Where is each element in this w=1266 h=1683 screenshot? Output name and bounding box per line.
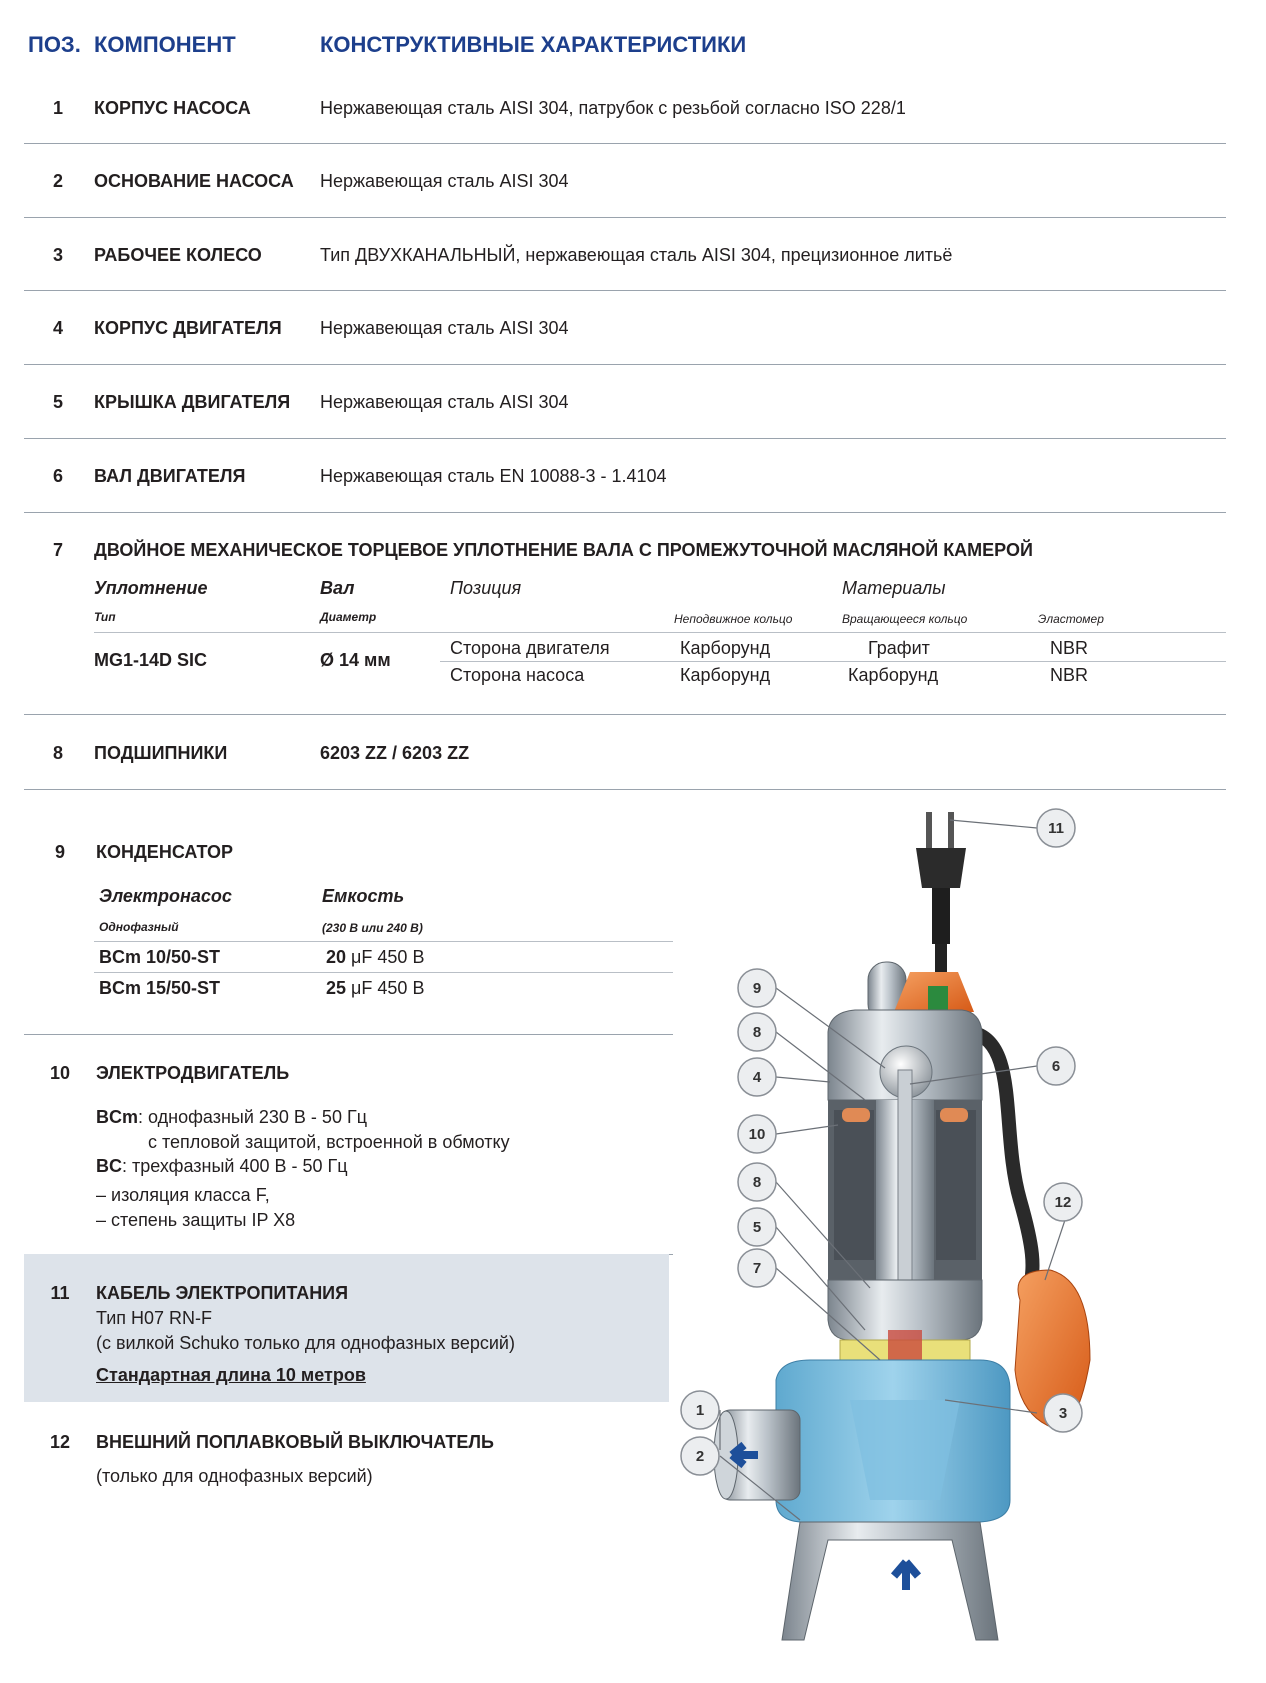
row-description: Нержавеющая сталь AISI 304, патрубок с резьбой согласно ISO 228/1 [320,98,906,118]
seal-position: Сторона насоса [450,665,585,685]
callout-5 [738,1208,776,1246]
svg-text:7: 7 [752,1260,762,1277]
row-component: ВАЛ ДВИГАТЕЛЯ [94,466,246,486]
motor-title: ЭЛЕКТРОДВИГАТЕЛЬ [96,1063,290,1083]
capacitor-header-pump: Электронасос [99,886,232,906]
callout-1 [681,1391,719,1429]
capacitor-header-capacity: Емкость [322,886,405,906]
callout-9 [738,969,776,1007]
svg-text:10: 10 [748,1126,766,1143]
seal-rotating: Графит [868,638,930,658]
pump-cutaway-diagram [680,800,1266,1680]
svg-text:6: 6 [1051,1058,1061,1075]
divider [24,290,1226,291]
motor-bcm-text2: с тепловой защитой, встроенной в обмотку [148,1132,510,1152]
winding-end [842,1108,870,1122]
row-number: 7 [52,540,63,560]
row-number: 2 [52,171,63,191]
capacitor-unit: μF 450 В [351,978,425,998]
float-note: (только для однофазных версий) [96,1466,373,1486]
callout-6 [1037,1047,1075,1085]
svg-text:2: 2 [695,1448,705,1465]
svg-text:3: 3 [1058,1405,1068,1422]
svg-text:8: 8 [752,1174,762,1191]
cable-title: КАБЕЛЬ ЭЛЕКТРОПИТАНИЯ [96,1283,349,1303]
motor-bullet: – изоляция класса F, [96,1185,270,1205]
motor-bcm-label: BCm [96,1107,139,1127]
header-characteristics: КОНСТРУКТИВНЫЕ ХАРАКТЕРИСТИКИ [320,32,747,57]
capacitor-header-voltage: (230 В или 240 В) [322,921,423,935]
seal-fixed: Карборунд [680,638,771,658]
cable-type: Тип H07 RN-F [96,1308,213,1328]
divider [94,941,673,942]
callout-3 [1044,1394,1082,1432]
seal-rotating: Карборунд [848,665,939,685]
row-number: 11 [50,1283,70,1303]
row-number: 4 [52,318,63,338]
row-number: 1 [52,98,63,118]
capacitor-model: BCm 15/50-ST [99,978,221,998]
seal-diameter: Ø 14 мм [320,650,391,670]
header-pos: ПОЗ. [28,32,81,57]
row-description: Нержавеющая сталь AISI 304 [320,318,569,338]
callout-8b [738,1163,776,1201]
callout-4 [738,1058,776,1096]
float-title: ВНЕШНИЙ ПОПЛАВКОВЫЙ ВЫКЛЮЧАТЕЛЬ [96,1432,494,1452]
row-number: 8 [52,743,63,763]
capacitor-model: BCm 10/50-ST [99,947,221,967]
seal-header-fixed-ring: Неподвижное кольцо [674,612,793,626]
divider [94,632,1226,633]
pump-base [782,1522,998,1640]
motor-bcm-line [96,1107,367,1128]
capacitor-header-single-phase: Однофазный [99,920,179,934]
row-description: Тип ДВУХКАНАЛЬНЫЙ, нержавеющая сталь AISI 304, прецизионное литьё [320,245,953,265]
seal-elastomer: NBR [1050,638,1089,658]
row-number: 9 [54,842,65,862]
capacitor-value: 20 [326,947,347,967]
divider [24,438,1226,439]
row-description: Нержавеющая сталь AISI 304 [320,171,569,191]
row-number: 6 [52,466,63,486]
svg-text:1: 1 [695,1402,705,1419]
bearings-value: 6203 ZZ / 6203 ZZ [320,743,470,763]
divider [24,217,1226,218]
inflow-arrow-icon [894,1562,918,1590]
cable-standard-length: Стандартная длина 10 метров [96,1365,366,1385]
row-component: РАБОЧЕЕ КОЛЕСО [94,245,262,265]
seal-fixed: Карборунд [680,665,771,685]
seal-header-seal: Уплотнение [94,578,208,598]
motor-bc-label: BC [96,1156,122,1176]
svg-text:8: 8 [752,1024,762,1041]
motor-bc-text: : трехфазный 400 В - 50 Гц [122,1156,348,1176]
seal-header-materials: Материалы [842,578,946,598]
callout-10 [738,1115,776,1153]
capacitor-title: КОНДЕНСАТОР [96,842,234,862]
seal-header-position: Позиция [450,578,522,598]
divider [24,512,1226,513]
divider [24,143,1226,144]
divider [94,972,673,973]
divider [24,364,1226,365]
seal-header-shaft: Вал [320,578,355,598]
seal-header-rotating-ring: Вращающееся кольцо [842,612,968,626]
row-component: КОРПУС ДВИГАТЕЛЯ [94,318,282,338]
callout-11 [1037,809,1075,847]
motor-bcm-text: : однофазный 230 В - 50 Гц [138,1107,368,1127]
plug-icon [916,812,966,984]
svg-text:5: 5 [752,1219,762,1236]
motor-bc-line [96,1156,348,1177]
seal-header-type: Тип [94,610,116,624]
svg-text:9: 9 [752,980,762,997]
divider [24,1034,673,1035]
divider [440,661,1226,662]
divider [24,714,1226,715]
callout-2 [681,1437,719,1475]
svg-text:4: 4 [752,1069,762,1086]
row-description: Нержавеющая сталь AISI 304 [320,392,569,412]
svg-text:12: 12 [1054,1194,1072,1211]
callout-12 [1044,1183,1082,1221]
capacitor-value-2 [326,978,424,999]
row-component: КРЫШКА ДВИГАТЕЛЯ [94,392,291,412]
capacitor-value: 25 [326,978,347,998]
winding-end [940,1108,968,1122]
capacitor-value-1 [326,947,424,968]
divider [24,789,1226,790]
seal-header-diameter: Диаметр [320,610,377,624]
row-description: Нержавеющая сталь EN 10088-3 - 1.4104 [320,466,667,486]
row-component: КОРПУС НАСОСА [94,98,251,118]
callout-7 [738,1249,776,1287]
header-component: КОМПОНЕНТ [94,32,236,57]
seal-header-elastomer: Эластомер [1038,612,1104,626]
motor-bullet: – степень защиты IP X8 [96,1210,296,1230]
capacitor-unit: μF 450 В [351,947,425,967]
row-component: ОСНОВАНИЕ НАСОСА [94,171,294,191]
row-number: 3 [52,245,63,265]
seal-position: Сторона двигателя [450,638,610,658]
callout-8 [738,1013,776,1051]
svg-text:11: 11 [1048,820,1064,837]
row-number: 10 [49,1063,71,1083]
row-component: ПОДШИПНИКИ [94,743,228,763]
row-number: 5 [52,392,63,412]
cable-note: (с вилкой Schuko только для однофазных версий) [96,1333,515,1353]
seal-title: ДВОЙНОЕ МЕХАНИЧЕСКОЕ ТОРЦЕВОЕ УПЛОТНЕНИЕ ВАЛА С ПРОМЕЖУТОЧНОЙ МАСЛЯНОЙ КАМЕРОЙ [94,540,1033,560]
seal-elastomer: NBR [1050,665,1089,685]
seal-model: MG1-14D SIC [94,650,208,670]
row-number: 12 [49,1432,71,1452]
